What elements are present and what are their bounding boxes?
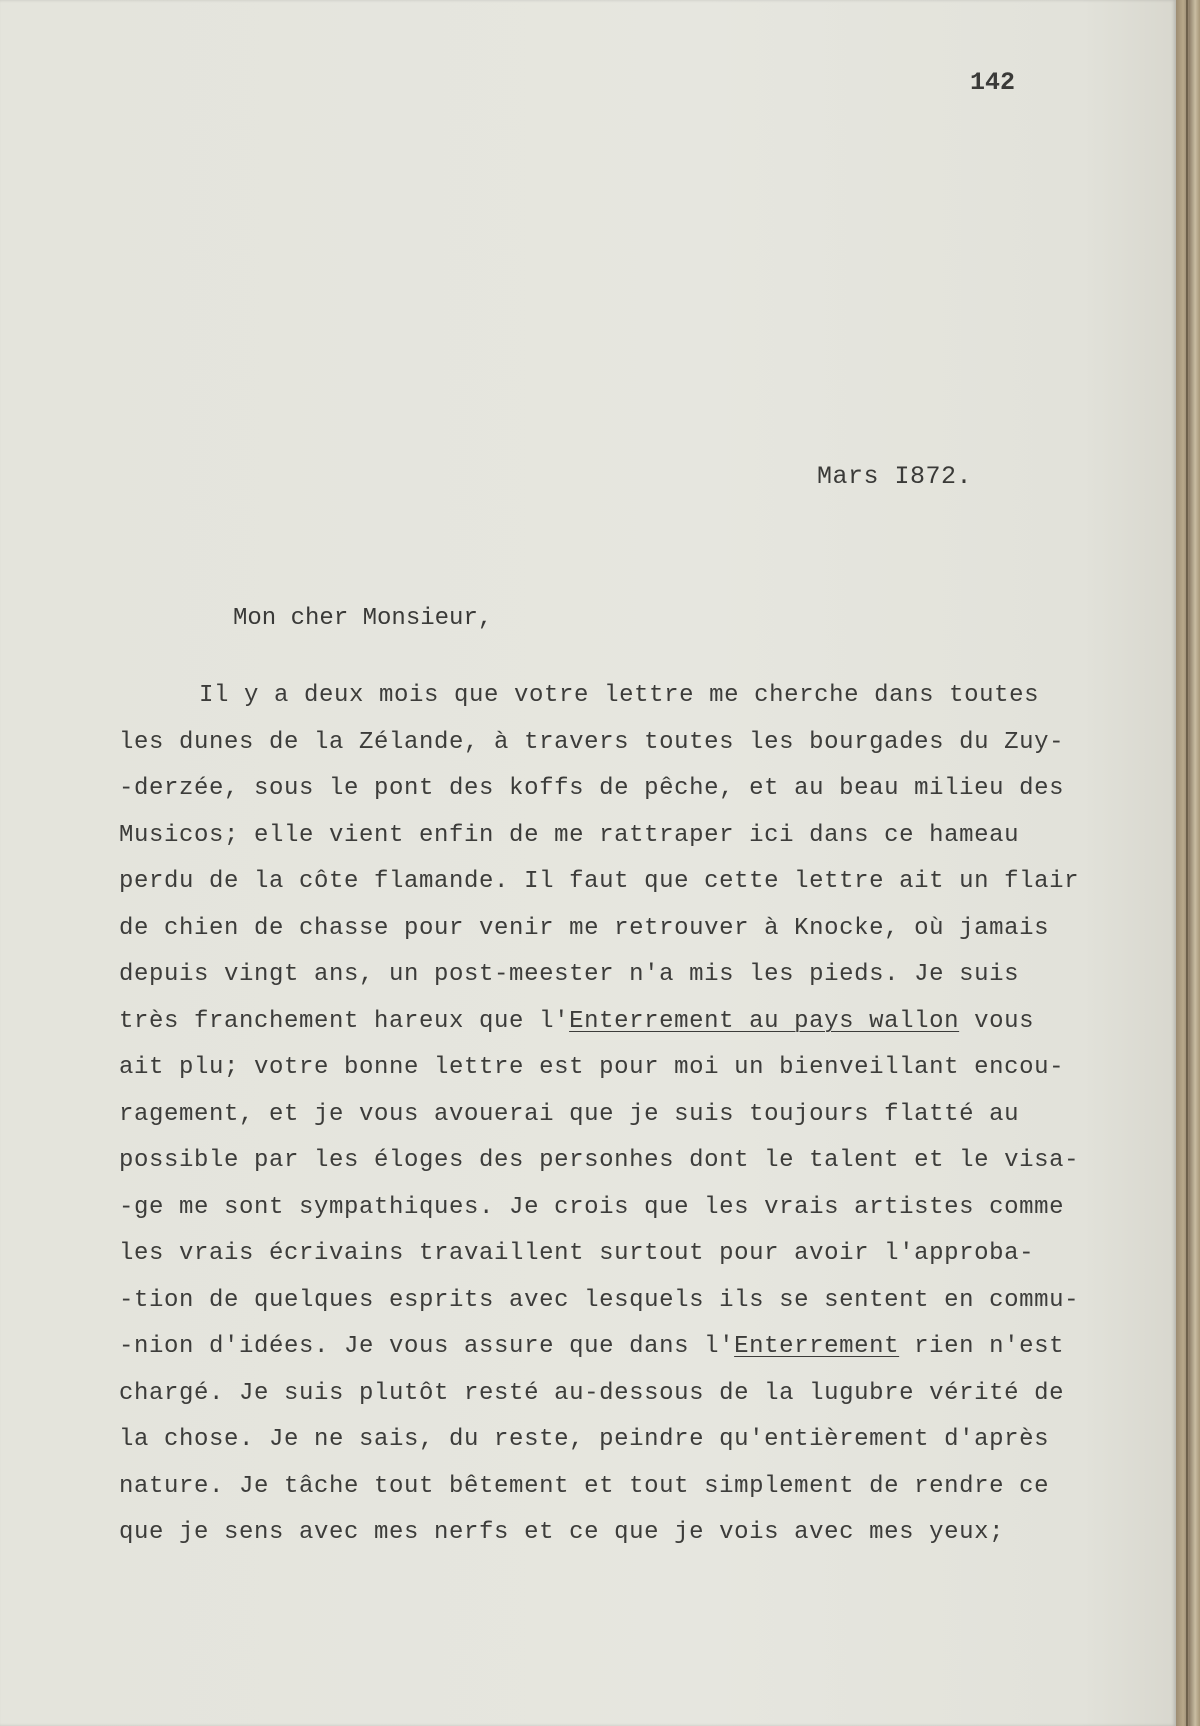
line-text: ait plu; votre bonne lettre est pour moi un bienveillant encou-	[119, 1054, 1065, 1081]
underlined-title: Enterrement au pays wallon	[569, 1007, 960, 1035]
line-text: de chien de chasse pour venir me retrouver à Knocke, où jamais	[119, 914, 1050, 942]
letter-line	[119, 1231, 1169, 1278]
letter-line	[119, 1324, 1169, 1371]
letter-line	[119, 673, 1169, 720]
letter-line	[119, 1185, 1169, 1232]
line-text: ragement, et je vous avouerai que je suis toujours flatté au	[119, 1100, 1020, 1128]
line-text: très franchement hareux que l'	[119, 1007, 570, 1035]
letter-line	[119, 1371, 1169, 1418]
letter-line	[119, 1138, 1169, 1185]
letter-line	[119, 999, 1169, 1046]
line-text: -derzée, sous le pont des koffs de pêche, et au beau milieu des	[119, 775, 1065, 802]
page-number: 142	[970, 68, 1016, 97]
line-text: les vrais écrivains travaillent surtout pour avoir l'approba-	[119, 1240, 1035, 1267]
line-text: -ge me sont sympathiques. Je crois que les vrais artistes comme	[119, 1193, 1065, 1221]
book-page-edge-line	[1186, 0, 1188, 1726]
line-text: possible par les éloges des personhes dont le talent et le visa-	[119, 1147, 1080, 1174]
line-text: rien n'est	[899, 1333, 1065, 1360]
line-text: depuis vingt ans, un post-meester n'a mis les pieds. Je suis	[119, 961, 1020, 988]
line-text: nature. Je tâche tout bêtement et tout simplement de rendre ce	[119, 1472, 1050, 1500]
letter-date: Mars I872.	[817, 462, 973, 491]
letter-line	[119, 1510, 1169, 1557]
line-text: les dunes de la Zélande, à travers toutes les bourgades du Zuy-	[119, 728, 1065, 756]
underlined-title: Enterrement	[734, 1333, 900, 1360]
letter-line	[119, 952, 1169, 999]
letter-line	[119, 859, 1169, 906]
letter-line	[119, 1278, 1169, 1325]
line-text: la chose. Je ne sais, du reste, peindre qu'entièrement d'après	[119, 1426, 1050, 1453]
letter-line	[119, 766, 1169, 813]
letter-line	[119, 1045, 1169, 1092]
book-page-edge	[1176, 0, 1200, 1726]
line-text: Il y a deux mois que votre lettre me cherche dans toutes	[199, 682, 1040, 709]
letter-line	[119, 1417, 1169, 1464]
line-text: chargé. Je suis plutôt resté au-dessous de la lugubre vérité de	[119, 1379, 1065, 1407]
letter-line	[119, 813, 1169, 860]
letter-line	[119, 720, 1169, 767]
letter-line	[119, 1092, 1169, 1139]
letter-line	[119, 1464, 1169, 1511]
letter-line	[119, 906, 1169, 953]
line-text: que je sens avec mes nerfs et ce que je vois avec mes yeux;	[119, 1519, 1005, 1546]
letter-body	[119, 673, 1169, 1557]
line-text: -tion de quelques esprits avec lesquels ils se sentent en commu-	[119, 1286, 1080, 1314]
letter-salutation: Mon cher Monsieur,	[233, 605, 493, 632]
line-text: -nion d'idées. Je vous assure que dans l'	[119, 1333, 735, 1360]
line-text: Musicos; elle vient enfin de me rattraper ici dans ce hameau	[119, 821, 1020, 849]
line-text: vous	[959, 1007, 1035, 1035]
line-text: perdu de la côte flamande. Il faut que cette lettre ait un flair	[119, 868, 1080, 895]
